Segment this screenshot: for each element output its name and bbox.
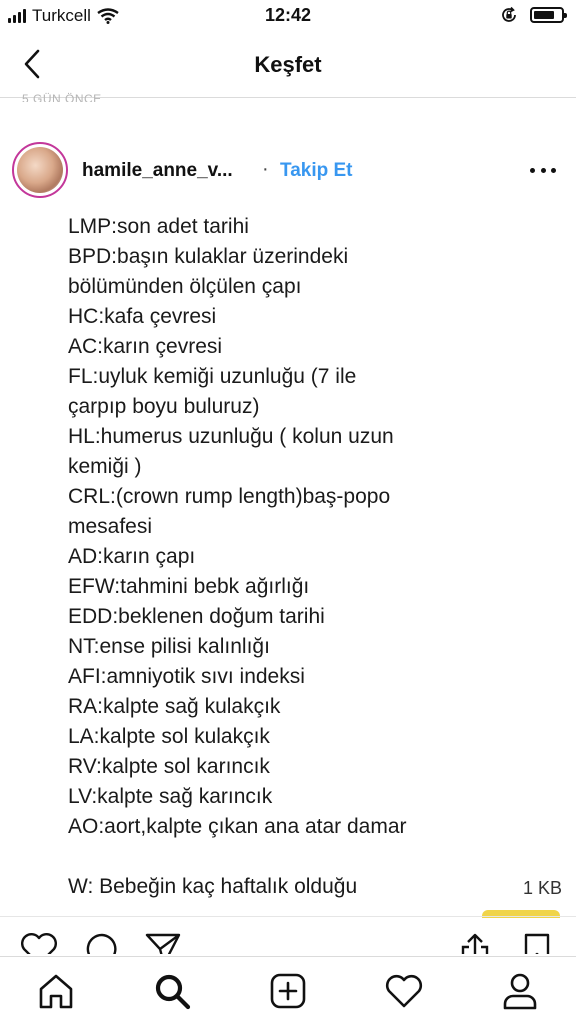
post-actions (0, 928, 576, 954)
text-line: kemiği ) (68, 455, 142, 478)
heart-icon (385, 974, 423, 1008)
post-header (0, 140, 576, 204)
clock: 12:42 (264, 5, 312, 25)
nav-bar (0, 34, 576, 98)
text-line: LMP:son adet tarihi (68, 215, 249, 238)
text-line: EFW:tahmini bebk ağırlığı (68, 575, 310, 598)
username-link[interactable]: hamile_anne_v... (82, 160, 233, 181)
rotation-lock-icon (500, 6, 518, 24)
text-line: FL:uyluk kemiği uzunluğu (7 ile (68, 365, 357, 388)
home-icon (37, 973, 75, 1009)
tab-new-post[interactable] (268, 971, 308, 1011)
avatar[interactable] (12, 142, 68, 198)
carrier-label: Turkcell (32, 6, 91, 25)
text-line: RV:kalpte sol karıncık (68, 755, 270, 778)
text-line: mesafesi (68, 515, 153, 538)
search-icon (153, 972, 191, 1010)
status-right (500, 6, 564, 24)
send-icon[interactable] (144, 932, 182, 954)
heart-icon[interactable] (20, 932, 58, 954)
text-line: AC:karın çevresi (68, 335, 223, 358)
tab-profile[interactable] (500, 971, 540, 1011)
plus-square-icon (269, 972, 307, 1010)
text-line: AO:aort,kalpte çıkan ana atar damar (68, 815, 407, 838)
text-line: AFI:amniyotik sıvı indeksi (68, 665, 305, 688)
text-line: LV:kalpte sağ karıncık (68, 785, 273, 808)
text-line: NT:ense pilisi kalınlığı (68, 635, 270, 658)
more-dots-icon (530, 168, 535, 173)
tab-home[interactable] (36, 971, 76, 1011)
post-image-text (68, 212, 568, 902)
battery-icon (530, 7, 564, 23)
text-line: HC:kafa çevresi (68, 305, 217, 328)
text-line: EDD:beklenen doğum tarihi (68, 605, 325, 628)
comment-icon[interactable] (84, 932, 120, 954)
text-line: bölümünden ölçülen çapı (68, 275, 302, 298)
follow-button[interactable]: Takip Et (280, 160, 353, 181)
bookmark-icon[interactable] (522, 932, 552, 954)
text-line: LA:kalpte sol kulakçık (68, 725, 270, 748)
bottom-tab-bar (0, 956, 576, 1024)
tab-search[interactable] (152, 971, 192, 1011)
text-line: AD:karın çapı (68, 545, 196, 568)
file-size-label: 1 KB (522, 878, 562, 898)
previous-post-timestamp: 5 GÜN ÖNCE (22, 92, 102, 102)
separator-dot: · (262, 158, 269, 180)
more-options-button[interactable] (530, 160, 556, 180)
page-title: Keşfet (254, 52, 322, 77)
status-bar (0, 0, 576, 34)
text-line: CRL:(crown rump length)baş-popo (68, 485, 391, 508)
text-line: RA:kalpte sağ kulakçık (68, 695, 281, 718)
tab-activity[interactable] (384, 971, 424, 1011)
text-line: HL:humerus uzunluğu ( kolun uzun (68, 425, 394, 448)
text-line: çarpıp boyu buluruz) (68, 395, 260, 418)
divider (0, 916, 576, 917)
profile-icon (502, 972, 538, 1010)
share-upload-icon[interactable] (460, 932, 490, 954)
text-line: BPD:başın kulaklar üzerindeki (68, 245, 349, 268)
text-line: W: Bebeğin kaç haftalık olduğu (68, 875, 358, 898)
